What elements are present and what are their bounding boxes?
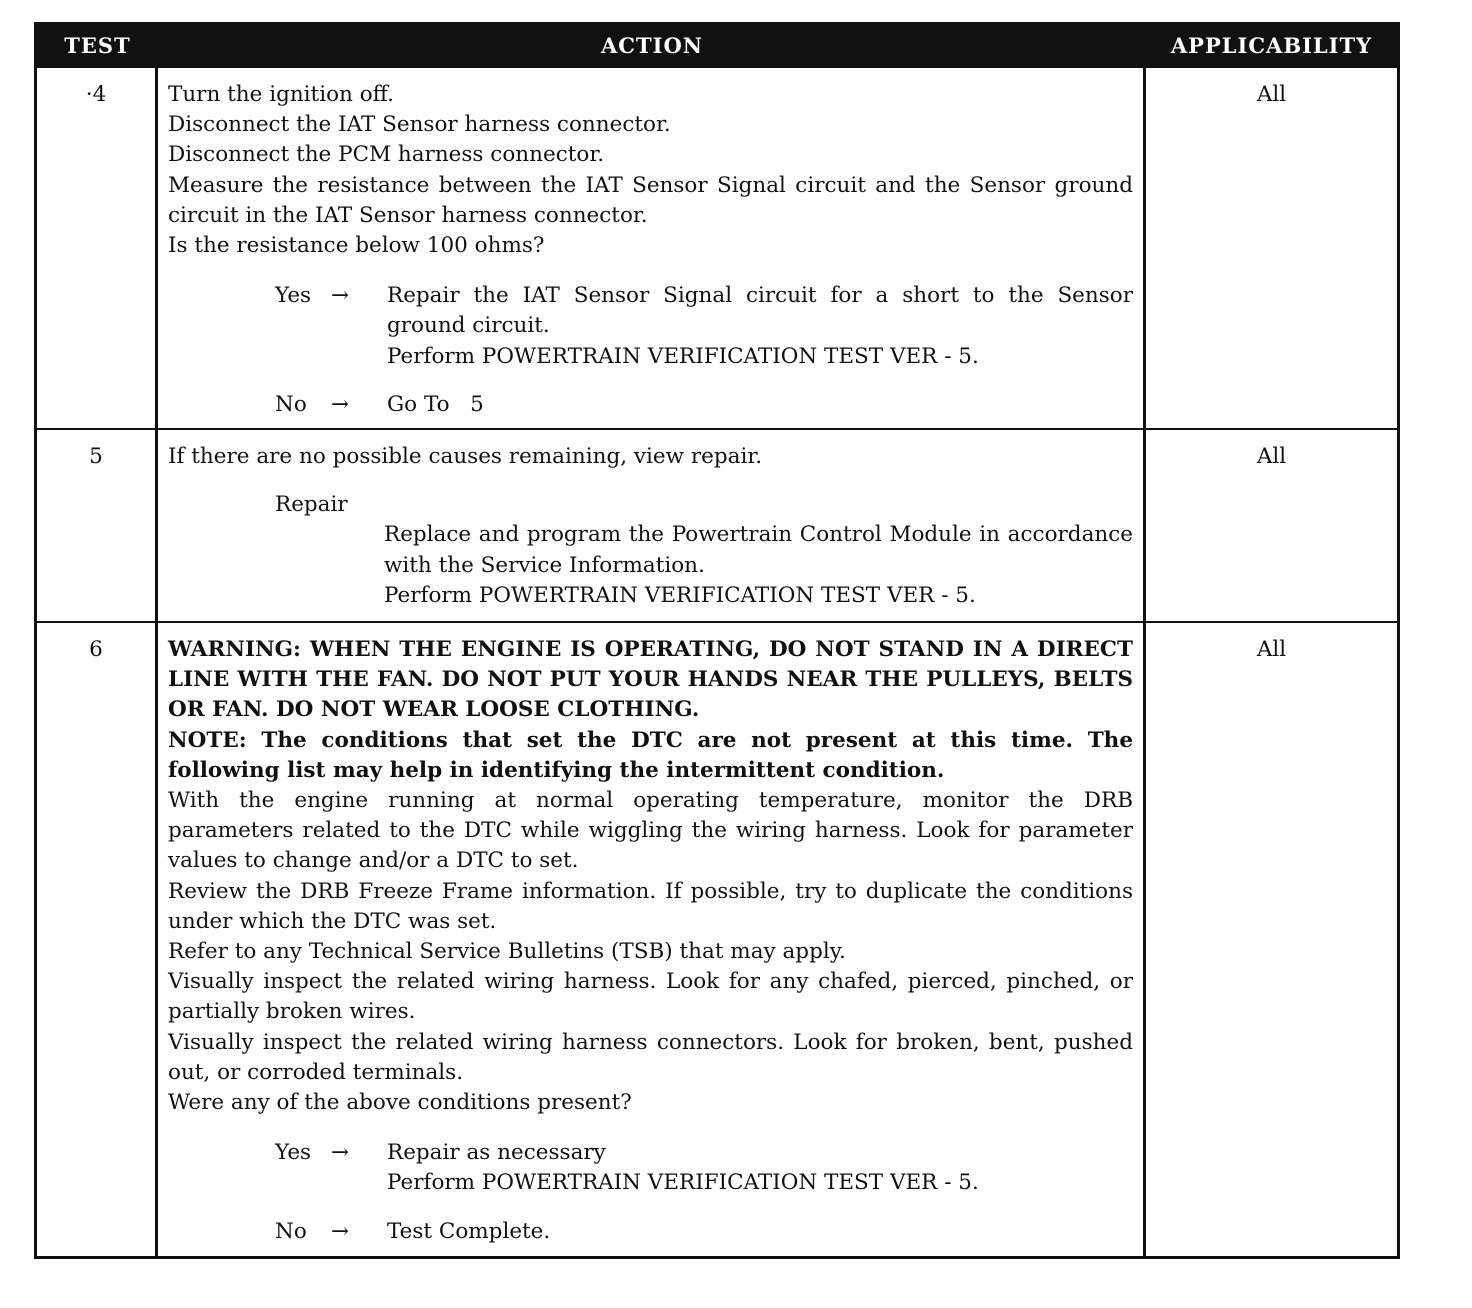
step-line: Review the DRB Freeze Frame information. If possible, try to duplicate the conditions under which the DTC was set. xyxy=(168,878,1133,934)
no-label: No xyxy=(275,391,307,417)
no-response xyxy=(275,390,1133,420)
table-row xyxy=(37,66,1397,428)
arrow-icon: → xyxy=(331,283,350,309)
step-line: Is the resistance below 100 ohms? xyxy=(168,233,545,259)
step-line: Measure the resistance between the IAT Sensor Signal circuit and the Sensor ground circuit in the IAT Sensor harness connector. xyxy=(168,172,1133,228)
arrow-icon: → xyxy=(331,391,350,417)
no-text: Go To 5 xyxy=(387,391,484,417)
step-line: Turn the ignition off. xyxy=(168,82,394,107)
yes-text: Repair the IAT Sensor Signal circuit for a short to the Sensor ground circuit. xyxy=(387,283,1133,339)
no-text: Test Complete. xyxy=(387,1218,551,1244)
diagnostic-test-table xyxy=(34,22,1400,1259)
step-line: Disconnect the PCM harness connector. xyxy=(168,142,605,168)
yes-label: Yes xyxy=(275,1140,312,1166)
step-line: Visually inspect the related wiring harness connectors. Look for broken, bent, pushed out, or corroded terminals. xyxy=(168,1029,1133,1085)
no-response xyxy=(275,1217,1133,1247)
table-header xyxy=(37,25,1397,66)
yes-label: Yes xyxy=(275,283,312,309)
table-row xyxy=(37,428,1397,621)
header-test: TEST xyxy=(64,33,131,58)
applicability-value: All xyxy=(1256,637,1287,662)
warning-text: WARNING: WHEN THE ENGINE IS OPERATING, DO NOT STAND IN A DIRECT LINE WITH THE FAN. DO NOT PUT YOUR HANDS NEAR THE PULLEYS, BELTS OR FAN. DO NOT WEAR LOOSE CLOTHING. xyxy=(168,637,1133,723)
header-action: ACTION xyxy=(601,33,703,58)
action-cell xyxy=(158,430,1146,621)
repair-label: Repair xyxy=(275,492,348,518)
applicability-value: All xyxy=(1256,82,1287,107)
applicability-value: All xyxy=(1256,444,1287,469)
repair-text: Perform POWERTRAIN VERIFICATION TEST VER - 5. xyxy=(384,582,976,608)
action-cell xyxy=(158,68,1146,428)
action-cell xyxy=(158,623,1146,1256)
step-line: Visually inspect the related wiring harness. Look for any chafed, pierced, pinched, or partially broken wires. xyxy=(168,969,1133,1025)
repair-text: Replace and program the Powertrain Control Module in accordance with the Service Information. xyxy=(384,522,1133,578)
yes-text: Perform POWERTRAIN VERIFICATION TEST VER - 5. xyxy=(387,343,979,369)
header-applicability: APPLICABILITY xyxy=(1170,33,1373,58)
arrow-icon: → xyxy=(331,1218,350,1244)
step-line: Refer to any Technical Service Bulletins (TSB) that may apply. xyxy=(168,939,846,965)
step-line: Disconnect the IAT Sensor harness connector. xyxy=(168,112,671,138)
test-number: 6 xyxy=(37,623,158,1256)
step-line: With the engine running at normal operating temperature, monitor the DRB parameters related to the DTC while wiggling the wiring harness. Look for parameter values to change and/or a DTC to set. xyxy=(168,788,1133,874)
step-line: If there are no possible causes remaining, view repair. xyxy=(168,444,763,469)
test-number: 5 xyxy=(37,430,158,621)
test-number: ·4 xyxy=(37,68,158,428)
step-line: Were any of the above conditions present? xyxy=(168,1090,632,1116)
note-text: NOTE: The conditions that set the DTC are not present at this time. The following list may help in identifying the intermittent condition. xyxy=(168,727,1133,783)
yes-text: Repair as necessary xyxy=(387,1140,606,1166)
no-label: No xyxy=(275,1218,307,1244)
yes-response xyxy=(275,1138,1133,1198)
yes-response xyxy=(275,281,1133,372)
yes-text: Perform POWERTRAIN VERIFICATION TEST VER - 5. xyxy=(387,1170,979,1196)
table-row xyxy=(37,621,1397,1256)
arrow-icon: → xyxy=(331,1140,350,1166)
